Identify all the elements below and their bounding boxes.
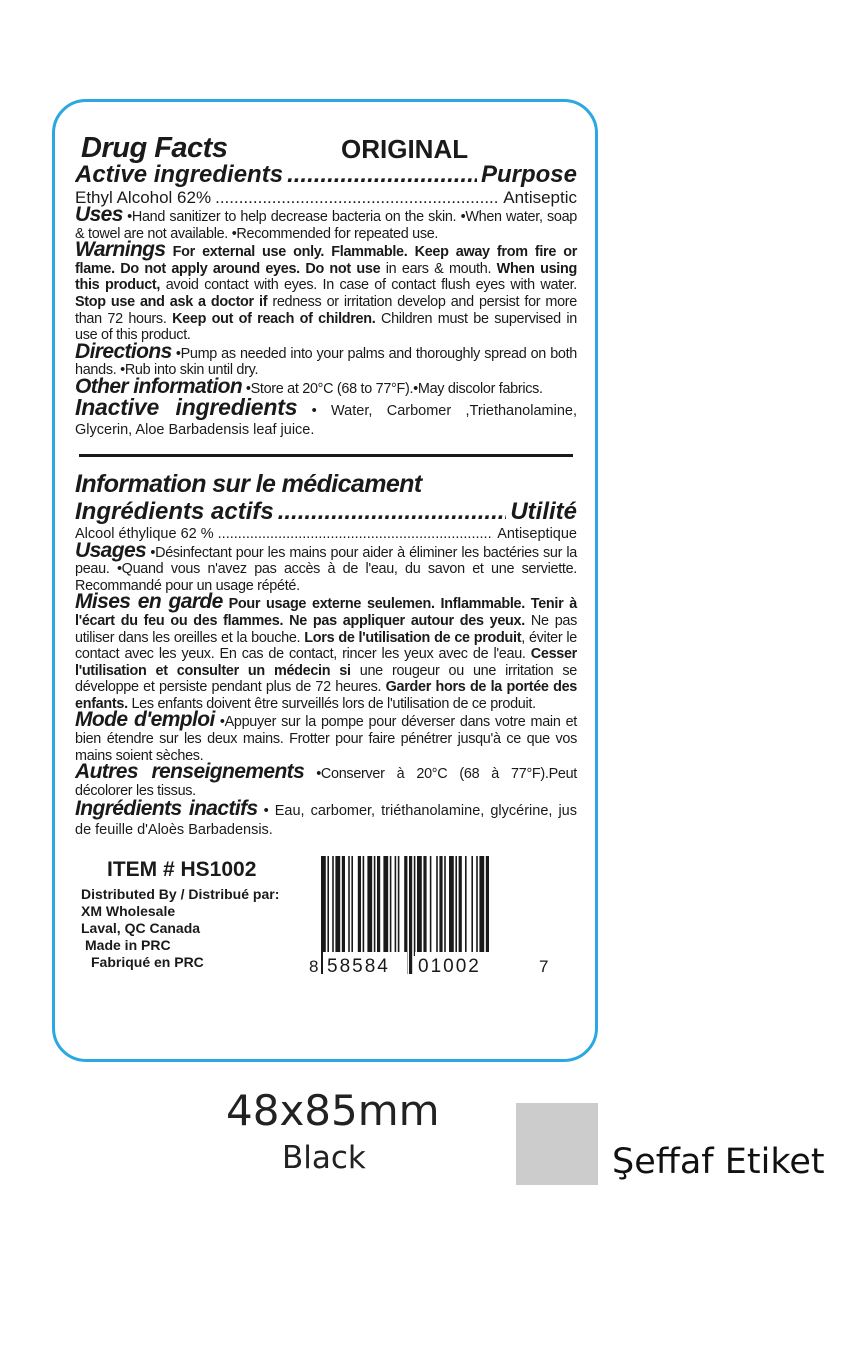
barcode-bar	[449, 856, 454, 956]
barcode-bar	[455, 856, 457, 956]
fr-uses-text: •Désinfectant pour les mains pour aider à éliminer les bactéries sur la peau. •Quand vous n'avez pas accès à de l'eau, du savon et une serviette. Recommandé pour un usage répété.	[75, 544, 577, 594]
inactive-ingredients-section	[75, 393, 577, 440]
material-swatch	[516, 1103, 598, 1185]
barcode-bar	[358, 856, 361, 956]
directions-heading: Directions	[75, 339, 172, 363]
company-city: Laval, QC Canada	[81, 920, 201, 937]
barcode-bar	[342, 856, 345, 956]
barcode-bar	[439, 856, 442, 956]
barcode-bar	[374, 856, 376, 956]
drug-facts-title: Drug Facts	[81, 132, 228, 164]
barcode-bar	[465, 856, 467, 956]
barcode-check-digit: 7	[539, 957, 549, 975]
barcode-bar	[398, 856, 400, 956]
fr-warnings-heading: Mises en garde	[75, 590, 223, 614]
active-ingredients-heading: Active ingredients	[75, 162, 284, 188]
fr-warnings-bold-5: Cesser l'utilisation et consulter un médecin si	[75, 646, 577, 679]
fr-warnings-bold-3: Lors de l'utilisation de ce produit	[304, 629, 522, 646]
ink-color: Black	[282, 1140, 366, 1176]
fr-ingredient-purpose: Antiseptique	[497, 525, 577, 542]
barcode-bar	[430, 856, 432, 956]
fr-warnings-bold-1: Pour usage externe seulemen. Inflammable. Tenir à l'écart du feu ou des flammes. Ne pas appliquer autour des yeux.	[75, 596, 578, 629]
uses-heading: Uses	[75, 203, 123, 226]
fr-inactive-ingredients-heading: Ingrédients inactifs	[75, 797, 258, 821]
barcode-bar	[436, 856, 438, 956]
barcode-bar	[459, 856, 462, 956]
french-title: Information sur le médicament	[75, 469, 422, 498]
directions-text: •Pump as needed into your palms and thoroughly spread on both hands. •Rub into skin until dry.	[75, 345, 577, 379]
fr-warnings-text-8: Les enfants doivent être surveillés lors de l'utilisation de ce produit.	[127, 695, 536, 712]
ingredient-purpose: Antiseptic	[503, 188, 577, 207]
warnings-text-8: Children must be supervised in use of this product.	[75, 310, 577, 344]
warnings-bold-7: Keep out of reach of children.	[172, 310, 376, 327]
barcode-bar	[367, 856, 372, 956]
barcode-bar	[444, 856, 446, 956]
warnings-text-4: avoid contact with eyes. In case of contact flush eyes with water.	[160, 277, 577, 294]
fr-active-ingredients-heading: Ingrédients actifs	[75, 498, 274, 525]
fr-other-info-section	[75, 760, 577, 799]
active-ingredients-header	[75, 162, 577, 188]
warnings-section	[75, 238, 577, 344]
fr-directions-section	[75, 708, 578, 764]
leader-dots	[287, 162, 477, 188]
barcode-bar	[377, 856, 380, 956]
ingredient-name: Ethyl Alcohol 62%	[75, 188, 212, 207]
other-info-heading: Other information	[75, 374, 243, 398]
barcode-bar	[417, 856, 422, 956]
barcode-bar	[479, 856, 484, 956]
fr-directions-heading: Mode d'emploi	[75, 708, 215, 732]
fr-ingredient-row	[75, 525, 577, 543]
barcode-bar	[383, 856, 388, 956]
fr-other-info-text: •Conserver à 20°C (68 à 77°F).Peut décolorer les tissus.	[75, 766, 577, 799]
uses-text: •Hand sanitizer to help decrease bacteria on the skin. •When water, soap & towel are not available. •Recommended for repeated use.	[75, 209, 577, 242]
uses-section	[75, 203, 577, 242]
fr-uses-section	[75, 538, 577, 595]
fabrique-en: Fabriqué en PRC	[91, 954, 204, 971]
inactive-ingredients-text: • Water, Carbomer ,Triethanolamine, Glycerin, Aloe Barbadensis leaf juice.	[75, 402, 577, 438]
barcode-bar	[363, 856, 365, 956]
fr-other-info-heading: Autres renseignements	[75, 760, 305, 784]
barcode	[305, 856, 555, 974]
directions-section	[75, 339, 577, 379]
barcode-bar	[395, 856, 397, 956]
barcode-bar	[471, 856, 473, 956]
distributor-block	[81, 886, 279, 971]
fr-active-ingredients-header	[75, 499, 577, 525]
section-divider	[79, 454, 573, 457]
variant-label: ORIGINAL	[341, 134, 469, 164]
fr-uses-heading: Usages	[75, 538, 147, 562]
fr-warnings-section	[75, 590, 578, 712]
warnings-bold-3: When using this product,	[75, 260, 577, 294]
inactive-ingredients-heading: Inactive ingredients	[75, 393, 298, 420]
label-footer	[75, 854, 577, 984]
barcode-bar	[423, 856, 426, 956]
barcode-bar	[409, 856, 412, 974]
barcode-first-digit: 8	[309, 957, 319, 975]
warnings-bold-5: Stop use and ask a doctor if	[75, 293, 268, 310]
barcode-bar	[476, 856, 478, 956]
fr-warnings-bold-7: Garder hors de la portée des enfants.	[75, 679, 577, 712]
barcode-bar	[390, 856, 392, 956]
made-in: Made in PRC	[85, 937, 171, 954]
barcode-bar	[335, 856, 340, 956]
ingredient-row	[75, 188, 577, 207]
barcode-bar	[332, 856, 334, 956]
purpose-heading: Purpose	[480, 162, 577, 188]
product-label	[52, 99, 598, 1062]
fr-inactive-ingredients-section	[75, 799, 577, 840]
label-content	[75, 126, 577, 984]
item-number: ITEM # HS1002	[107, 858, 257, 882]
other-info-text: •Store at 20°C (68 to 77°F).•May discolor fabrics.	[242, 380, 543, 397]
warnings-text-6: redness or irritation develop and persist for more than 72 hours.	[75, 293, 577, 327]
label-size: 48x85mm	[226, 1086, 440, 1135]
barcode-bar	[351, 856, 353, 956]
barcode-bar	[348, 856, 350, 956]
company-name: XM Wholesale	[81, 903, 176, 920]
barcode-right-digits: 01002	[418, 956, 481, 975]
fr-inactive-ingredients-text: • Eau, carbomer, triéthanolamine, glycérine, jus de feuille d'Aloès Barbadensis.	[75, 803, 577, 839]
fr-warnings-text-4: , éviter le contact avec les yeux. En cas de contact, rincer les yeux avec de l'eau.	[75, 629, 577, 663]
fr-warnings-text-2: Ne pas utiliser dans les oreilles et la bouche.	[75, 612, 578, 646]
barcode-left-digits: 58584	[327, 956, 390, 975]
leader-dots	[218, 525, 494, 543]
warnings-bold-1: For external use only. Flammable. Keep away from fire or flame. Do not apply around eyes. Do not use	[75, 244, 577, 277]
fr-directions-text: •Appuyer sur la pompe pour déverser dans votre main et bien étendre sur les deux mains. Frotter pour faire pénétrer jusqu'à ce que vos mains soient sèches.	[75, 714, 578, 764]
material-name: Şeffaf Etiket	[612, 1142, 825, 1182]
fr-purpose-heading: Utilité	[510, 498, 577, 525]
distributed-by: Distributed By / Distribué par:	[81, 886, 280, 903]
warnings-heading: Warnings	[75, 238, 166, 262]
label-header	[75, 126, 577, 162]
barcode-bar	[414, 856, 416, 956]
fr-warnings-text-6: une rougeur ou une irritation se développe et persiste pendant plus de 72 heures.	[75, 662, 577, 696]
leader-dots	[278, 499, 507, 525]
leader-dots	[215, 188, 499, 207]
fr-ingredient-name: Alcool éthylique 62 %	[75, 525, 214, 542]
warnings-text-2: in ears & mouth.	[380, 260, 497, 277]
